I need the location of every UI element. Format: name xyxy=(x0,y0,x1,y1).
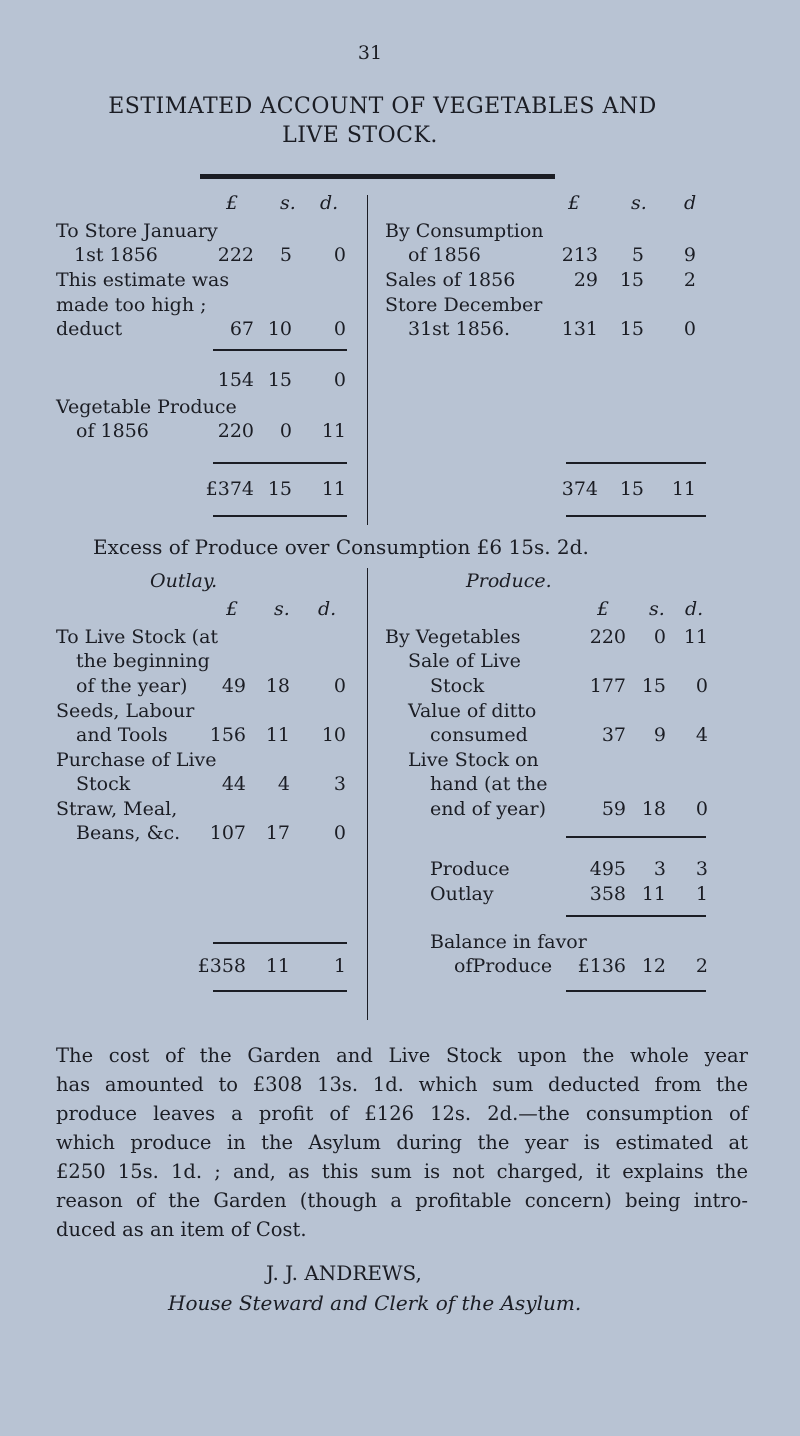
account1-left-row-shillings: 5 xyxy=(279,244,292,266)
outlay-row-shillings: 18 xyxy=(265,675,290,697)
account1-left-row-label: To Store January xyxy=(56,220,218,242)
produce-pounds-header: £ xyxy=(597,598,610,620)
outlay-row-shillings: 17 xyxy=(265,822,290,844)
title-line-1: ESTIMATED ACCOUNT OF VEGETABLES AND xyxy=(108,94,657,119)
account1-right-row-shillings: 15 xyxy=(619,318,644,340)
account1-right-row-pence: 0 xyxy=(683,318,696,340)
produce-summary-shillings: 11 xyxy=(641,883,666,905)
account1-left-row-pounds: 67 xyxy=(229,318,254,340)
account1-right-row-label: By Consumption xyxy=(385,220,544,242)
outlay-total-shillings: 11 xyxy=(265,955,290,977)
paragraph-line: produce leaves a profit of £126 12s. 2d.—the consumption of xyxy=(56,1102,748,1125)
outlay-row-shillings: 4 xyxy=(277,773,290,795)
account1-right-row-label: Store December xyxy=(385,294,543,316)
account1-right-total-underline xyxy=(566,515,706,517)
outlay-total-pounds: £358 xyxy=(197,955,246,977)
account1-left-row-label: made too high ; xyxy=(56,294,207,316)
account1-left-total-pounds: £374 xyxy=(205,478,254,500)
account1-left-subtotal-rule xyxy=(213,349,347,351)
account1-left-subtotal-shillings: 15 xyxy=(267,369,292,391)
account1-left-row-pence: 11 xyxy=(321,420,346,442)
outlay-row-pounds: 44 xyxy=(221,773,246,795)
account1-left-row-shillings: 10 xyxy=(267,318,292,340)
produce-summary-label: Produce xyxy=(430,858,510,880)
account1-left-total-rule xyxy=(213,462,347,464)
paragraph-line: duced as an item of Cost. xyxy=(56,1218,307,1241)
outlay-total-underline xyxy=(213,990,347,992)
paragraph-line: The cost of the Garden and Live Stock upon the whole year xyxy=(56,1044,748,1067)
produce-row-pence: 4 xyxy=(695,724,708,746)
produce-row-label: By Vegetables xyxy=(385,626,521,648)
produce-row-pounds: 37 xyxy=(601,724,626,746)
account1-left-total-shillings: 15 xyxy=(267,478,292,500)
account1-left-row-pence: 0 xyxy=(333,318,346,340)
outlay-row-label: To Live Stock (at xyxy=(56,626,219,648)
balance-label: ofProduce xyxy=(454,955,553,977)
outlay-row-pounds: 49 xyxy=(221,675,246,697)
produce-row-pence: 0 xyxy=(695,675,708,697)
account1-left-row-label: Vegetable Produce xyxy=(56,396,237,418)
balance-pence: 2 xyxy=(695,955,708,977)
account1-divider xyxy=(367,195,368,525)
excess-line: Excess of Produce over Consumption £6 15s. 2d. xyxy=(93,535,589,559)
account1-left-row-shillings: 0 xyxy=(279,420,292,442)
produce-row-pence: 0 xyxy=(695,798,708,820)
balance-line-1: Balance in favor xyxy=(430,931,587,953)
account1-left-row-label: 1st 1856 xyxy=(74,244,158,266)
produce-summary-pence: 3 xyxy=(695,858,708,880)
outlay-row-label: Straw, Meal, xyxy=(56,798,178,820)
outlay-pence-header: d. xyxy=(318,598,337,620)
produce-row-shillings: 18 xyxy=(641,798,666,820)
account1-left-row-label: This estimate was xyxy=(56,269,230,291)
produce-row-pounds: 177 xyxy=(589,675,626,697)
account1-right-pounds-header: £ xyxy=(568,192,581,214)
produce-heading: Produce. xyxy=(466,570,552,592)
account1-right-row-pounds: 213 xyxy=(561,244,598,266)
signature-title: House Steward and Clerk of the Asylum. xyxy=(168,1291,582,1315)
account1-right-row-label: Sales of 1856 xyxy=(385,269,516,291)
paragraph-line: has amounted to £308 13s. 1d. which sum deducted from the xyxy=(56,1073,748,1096)
paragraph-line: which produce in the Asylum during the year is estimated at xyxy=(56,1131,748,1154)
produce-row-pounds: 59 xyxy=(601,798,626,820)
account1-left-subtotal-pounds: 154 xyxy=(217,369,254,391)
outlay-row-pounds: 156 xyxy=(209,724,246,746)
page-number: 31 xyxy=(357,42,383,64)
produce-row-label: Live Stock on xyxy=(408,749,539,771)
paragraph-line: reason of the Garden (though a profitable concern) being intro- xyxy=(56,1189,748,1212)
account1-right-row-pounds: 29 xyxy=(573,269,598,291)
outlay-row-label: Stock xyxy=(76,773,131,795)
title-line-2: LIVE STOCK. xyxy=(282,123,438,148)
produce-row-shillings: 0 xyxy=(653,626,666,648)
outlay-row-pence: 0 xyxy=(333,675,346,697)
outlay-total-pence: 1 xyxy=(333,955,346,977)
outlay-row-label: Purchase of Live xyxy=(56,749,217,771)
balance-pounds: £136 xyxy=(577,955,626,977)
outlay-row-label: the beginning xyxy=(76,650,210,672)
account1-left-pence-header: d. xyxy=(320,192,339,214)
produce-summary-shillings: 3 xyxy=(653,858,666,880)
account1-right-row-shillings: 5 xyxy=(631,244,644,266)
account1-left-row-pounds: 220 xyxy=(217,420,254,442)
account1-right-shillings-header: s. xyxy=(631,192,647,214)
account1-right-total-rule xyxy=(566,462,706,464)
account1-left-subtotal-pence: 0 xyxy=(333,369,346,391)
produce-row-label: Sale of Live xyxy=(408,650,521,672)
produce-subtotal-rule xyxy=(566,836,706,838)
account1-right-row-label: 31st 1856. xyxy=(408,318,510,340)
account2-divider xyxy=(367,568,368,1020)
account1-right-row-pence: 9 xyxy=(683,244,696,266)
outlay-row-pounds: 107 xyxy=(209,822,246,844)
account1-right-row-label: of 1856 xyxy=(408,244,481,266)
produce-row-pounds: 220 xyxy=(589,626,626,648)
outlay-row-shillings: 11 xyxy=(265,724,290,746)
produce-summary-pence: 1 xyxy=(695,883,708,905)
outlay-total-rule xyxy=(213,942,347,944)
produce-row-label: consumed xyxy=(430,724,528,746)
produce-summary-pounds: 358 xyxy=(589,883,626,905)
produce-summary-label: Outlay xyxy=(430,883,494,905)
account1-right-total-shillings: 15 xyxy=(619,478,644,500)
outlay-row-label: of the year) xyxy=(76,675,188,697)
produce-row-label: hand (at the xyxy=(430,773,548,795)
outlay-row-label: Seeds, Labour xyxy=(56,700,195,722)
account1-right-total-pence: 11 xyxy=(671,478,696,500)
produce-pence-header: d. xyxy=(685,598,704,620)
produce-balance-rule xyxy=(566,915,706,917)
summary-paragraph xyxy=(56,1041,748,1244)
outlay-row-label: and Tools xyxy=(76,724,168,746)
outlay-shillings-header: s. xyxy=(274,598,290,620)
outlay-row-pence: 10 xyxy=(321,724,346,746)
produce-row-shillings: 9 xyxy=(653,724,666,746)
produce-row-shillings: 15 xyxy=(641,675,666,697)
outlay-row-label: Beans, &c. xyxy=(76,822,181,844)
balance-underline xyxy=(566,990,706,992)
outlay-row-pence: 0 xyxy=(333,822,346,844)
account1-right-row-pence: 2 xyxy=(683,269,696,291)
account1-left-row-pounds: 222 xyxy=(217,244,254,266)
outlay-pounds-header: £ xyxy=(226,598,239,620)
account1-left-row-label: of 1856 xyxy=(76,420,149,442)
signature-name: J. J. ANDREWS, xyxy=(266,1261,422,1285)
account1-left-total-pence: 11 xyxy=(321,478,346,500)
produce-row-label: end of year) xyxy=(430,798,546,820)
account1-left-row-pence: 0 xyxy=(333,244,346,266)
account1-left-shillings-header: s. xyxy=(280,192,296,214)
outlay-heading: Outlay. xyxy=(150,570,218,592)
produce-row-pence: 11 xyxy=(683,626,708,648)
produce-shillings-header: s. xyxy=(649,598,665,620)
produce-summary-pounds: 495 xyxy=(589,858,626,880)
title-rule xyxy=(200,174,555,179)
account1-left-pounds-header: £ xyxy=(226,192,239,214)
account1-right-row-shillings: 15 xyxy=(619,269,644,291)
outlay-row-pence: 3 xyxy=(333,773,346,795)
account1-right-row-pounds: 131 xyxy=(561,318,598,340)
produce-row-label: Value of ditto xyxy=(408,700,537,722)
paragraph-line: £250 15s. 1d. ; and, as this sum is not charged, it explains the xyxy=(56,1160,748,1183)
account1-left-row-label: deduct xyxy=(56,318,123,340)
produce-row-label: Stock xyxy=(430,675,485,697)
balance-shillings: 12 xyxy=(641,955,666,977)
account1-right-total-pounds: 374 xyxy=(561,478,598,500)
account1-left-total-underline xyxy=(213,515,347,517)
account1-right-pence-header: d xyxy=(684,192,697,214)
